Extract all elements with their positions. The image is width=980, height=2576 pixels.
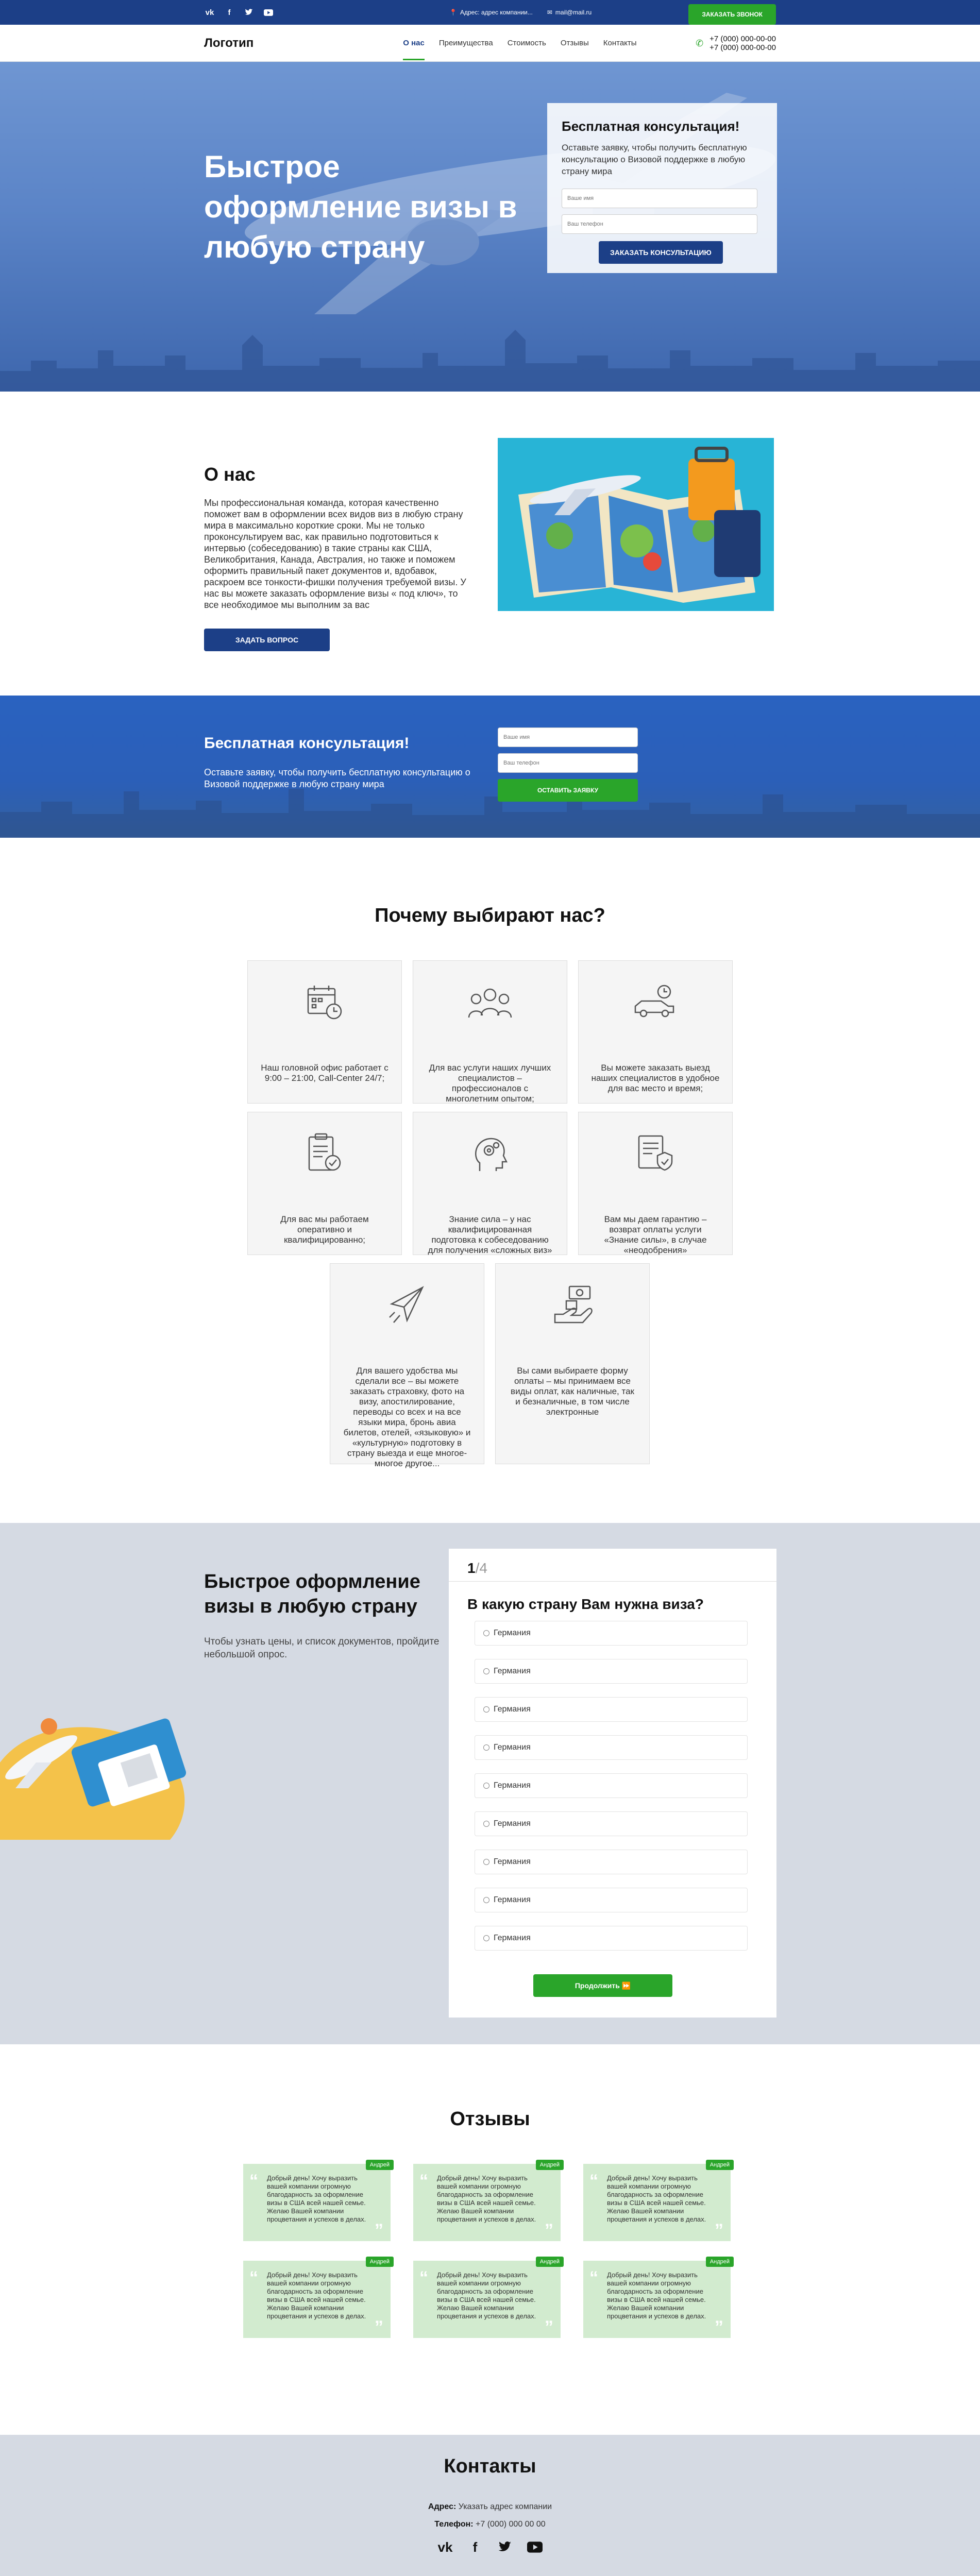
review-card [243, 2164, 391, 2241]
header-phones [696, 35, 776, 52]
review-text: Добрый день! Хочу выразить вашей компании огромную благодарность за оформление визы в США всей нашей семье. Желаю Вашей компании процветания и успехов в делах. [267, 2271, 366, 2320]
vk-icon[interactable]: vk [205, 8, 214, 17]
why-us-section [0, 838, 980, 1523]
hero-phone-input[interactable] [562, 214, 757, 234]
why-title: Почему выбирают нас? [375, 905, 605, 926]
hero-title: Быстрое оформление визы в любую страну [204, 149, 517, 264]
map-pin-icon: 📍 [449, 9, 457, 16]
phone-2[interactable]: +7 (000) 000-00-00 [709, 43, 776, 52]
radio-icon[interactable] [483, 1859, 489, 1865]
quiz-option[interactable] [475, 1659, 748, 1684]
advantage-text: Наш головной офис работает с 9:00 – 21:00, Call-Center 24/7; [261, 1063, 388, 1083]
advantage-card [578, 960, 733, 1104]
review-author: Андрей [536, 2257, 564, 2267]
advantage-text: Для вас мы работаем оперативно и квалифицированно; [280, 1214, 369, 1245]
advantage-card [578, 1112, 733, 1255]
radio-icon[interactable] [483, 1706, 489, 1713]
advantage-text: Вам мы даем гарантию – возврат оплаты услуги «Знание силы», в случае «неодобрения» [604, 1214, 707, 1255]
review-text: Добрый день! Хочу выразить вашей компании огромную благодарность за оформление визы в США всей нашей семье. Желаю Вашей компании процветания и успехов в делах. [607, 2271, 706, 2320]
quiz-option[interactable] [475, 1697, 748, 1722]
car-clock-icon [631, 977, 680, 1027]
review-card [413, 2164, 561, 2241]
review-author: Андрей [706, 2160, 734, 2170]
about-text: Мы профессиональная команда, которая качественно поможет вам в оформлении всех видов виз в любую страну мира в максимально короткие сроки. Мы не только проконсультируем вас, как правильно подготовиться к интервью (собеседованию) в такие страны как США, Великобритания, Канада, Австралия, но также и поможем оформить правильный пакет документов и, вдобавок, раскроем все тонкости-фишки получения требуемой визы. У нас вы можете заказать оформление визы « под ключ», то все необходимое мы выполним за вас [204, 498, 466, 610]
review-author: Андрей [536, 2160, 564, 2170]
quote-open-icon: “ [419, 2268, 428, 2287]
advantage-card [247, 960, 402, 1104]
callback-button[interactable]: ЗАКАЗАТЬ ЗВОНОК [688, 4, 776, 25]
twitter-icon[interactable] [496, 2538, 514, 2556]
quiz-option-label: Германия [494, 1667, 531, 1675]
document-shield-icon [631, 1129, 680, 1178]
reviews-section [0, 2044, 980, 2435]
top-address [449, 9, 533, 16]
quiz-option-label: Германия [494, 1934, 531, 1942]
quote-open-icon: “ [249, 2268, 258, 2287]
quiz-options [475, 1621, 748, 1964]
quiz-option-label: Германия [494, 1895, 531, 1904]
hero-form-text: Оставьте заявку, чтобы получить бесплатную консультацию о Визовой поддержке в любую страну мира [562, 143, 747, 176]
mail-icon: ✉ [547, 9, 552, 16]
quiz-option[interactable] [475, 1811, 748, 1836]
advantage-text: Вы сами выбираете форму оплаты – мы принимаем все виды оплат, как наличные, так и безналичные, в том числе электронные [511, 1366, 634, 1417]
logo[interactable]: Логотип [204, 36, 254, 50]
advantage-text: Знание сила – у нас квалифицированная подготовка к собеседованию для получения «сложных виз» [428, 1214, 552, 1255]
quote-close-icon: ” [375, 2317, 383, 2337]
advantage-text: Для вашего удобства мы сделали все – вы можете заказать страховку, фото на визу, апостилирование, переводы со всех и на все языки мира, бронь авиа билетов, отелей, «языковую» и «культурную» подготовку в страну выезда и еще многое-многое другое... [343, 1366, 471, 1468]
hero-name-input[interactable] [562, 189, 757, 208]
quote-close-icon: ” [715, 2317, 723, 2337]
review-author: Андрей [366, 2160, 394, 2170]
radio-icon[interactable] [483, 1821, 489, 1827]
review-card [583, 2164, 731, 2241]
top-address-text: Адрес: адрес компании... [460, 9, 533, 16]
nav-item-price[interactable]: Стоимость [507, 39, 546, 47]
contacts-socials [0, 2538, 980, 2556]
top-bar [0, 0, 980, 25]
nav-item-advantages[interactable]: Преимущества [438, 39, 493, 47]
youtube-icon[interactable] [526, 2538, 544, 2556]
radio-icon[interactable] [483, 1668, 489, 1674]
quiz-option[interactable] [475, 1773, 748, 1798]
order-consultation-button[interactable]: ЗАКАЗАТЬ КОНСУЛЬТАЦИЮ [599, 241, 723, 264]
review-author: Андрей [366, 2257, 394, 2267]
review-author: Андрей [706, 2257, 734, 2267]
quote-open-icon: “ [589, 2268, 598, 2287]
quiz-option-label: Германия [494, 1781, 531, 1790]
quiz-card [449, 1549, 776, 2018]
quiz-option-label: Германия [494, 1705, 531, 1714]
quiz-option[interactable] [475, 1621, 748, 1646]
payment-hand-icon [548, 1280, 597, 1330]
quiz-option[interactable] [475, 1888, 748, 1912]
nav-item-contacts[interactable]: Контакты [603, 39, 637, 47]
quote-close-icon: ” [715, 2221, 723, 2240]
tickets-illustration [0, 1701, 216, 1840]
about-title: О нас [204, 464, 256, 485]
travel-illustration [498, 438, 774, 611]
advantage-text: Для вас услуги наших лучших специалистов – профессионалов с многолетним опытом; [429, 1063, 551, 1104]
strip-phone-input[interactable] [498, 753, 638, 773]
radio-icon[interactable] [483, 1783, 489, 1789]
quote-close-icon: ” [375, 2221, 383, 2240]
top-email[interactable] [547, 9, 592, 16]
nav-item-reviews[interactable]: Отзывы [560, 39, 589, 47]
contacts-address [0, 2502, 980, 2512]
calendar-clock-icon [300, 977, 349, 1027]
review-card [583, 2261, 731, 2338]
hero-consult-form [547, 103, 777, 273]
twitter-icon[interactable] [243, 7, 255, 18]
review-card [413, 2261, 561, 2338]
youtube-icon[interactable] [263, 7, 274, 18]
contacts-title: Контакты [444, 2455, 536, 2477]
advantage-card [495, 1263, 650, 1464]
quote-open-icon: “ [419, 2171, 428, 2191]
contacts-phone [0, 2520, 980, 2529]
advantage-card [247, 1112, 402, 1255]
review-text: Добрый день! Хочу выразить вашей компании огромную благодарность за оформление визы в США всей нашей семье. Желаю Вашей компании процветания и успехов в делах. [437, 2271, 536, 2320]
quiz-subtitle: Чтобы узнать цены, и список документов, пройдите небольшой опрос. [204, 1636, 440, 1660]
phone-icon: ✆ [696, 38, 704, 48]
strip-name-input[interactable] [498, 727, 638, 747]
leave-request-button[interactable]: ОСТАВИТЬ ЗАЯВКУ [498, 779, 638, 802]
quiz-progress [449, 1549, 776, 1582]
quiz-option-label: Германия [494, 1819, 531, 1828]
facebook-icon[interactable]: f [472, 2539, 478, 2555]
quiz-option-label: Германия [494, 1857, 531, 1866]
radio-icon[interactable] [483, 1935, 489, 1941]
advantage-text: Вы можете заказать выезд наших специалистов в удобное для вас место и время; [591, 1063, 720, 1093]
ask-question-button[interactable]: ЗАДАТЬ ВОПРОС [204, 629, 330, 651]
quiz-total: /4 [475, 1560, 487, 1576]
quiz-option[interactable] [475, 1850, 748, 1874]
reviews-title: Отзывы [450, 2108, 530, 2130]
quiz-question: В какую страну Вам нужна виза? [467, 1596, 704, 1612]
radio-icon[interactable] [483, 1630, 489, 1636]
team-icon [465, 977, 515, 1027]
radio-icon[interactable] [483, 1897, 489, 1903]
review-card [243, 2261, 391, 2338]
advantage-card [413, 960, 567, 1104]
advantage-card [330, 1263, 484, 1468]
nav-menu [403, 26, 636, 60]
review-text: Добрый день! Хочу выразить вашей компании огромную благодарность за оформление визы в США всей нашей семье. Желаю Вашей компании процветания и успехов в делах. [437, 2174, 536, 2223]
quiz-option[interactable] [475, 1735, 748, 1760]
head-gears-icon [465, 1129, 515, 1178]
quote-close-icon: ” [545, 2221, 553, 2240]
quiz-title: Быстрое оформление визы в любую страну [204, 1571, 420, 1617]
address-value: Указать адрес компании [458, 2502, 552, 2511]
nav-item-about[interactable]: О нас [403, 26, 425, 60]
radio-icon[interactable] [483, 1744, 489, 1751]
quiz-step: 1 [467, 1560, 476, 1576]
quote-close-icon: ” [545, 2317, 553, 2337]
review-text: Добрый день! Хочу выразить вашей компании огромную благодарность за оформление визы в США всей нашей семье. Желаю Вашей компании процветания и успехов в делах. [607, 2174, 706, 2223]
quiz-option-label: Германия [494, 1743, 531, 1752]
quiz-section [0, 1523, 980, 2044]
quiz-next-button[interactable]: Продолжить ⏩ [533, 1974, 672, 1997]
paper-plane-icon [382, 1280, 432, 1330]
quiz-option[interactable] [475, 1926, 748, 1951]
review-text: Добрый день! Хочу выразить вашей компании огромную благодарность за оформление визы в США всей нашей семье. Желаю Вашей компании процветания и успехов в делах. [267, 2174, 366, 2223]
top-email-text: mail@mail.ru [555, 9, 592, 16]
top-socials [204, 7, 274, 18]
hero-section [0, 62, 980, 392]
about-section [0, 392, 980, 696]
contacts-section [0, 2435, 980, 2576]
consult-strip-section [0, 696, 980, 838]
city-skyline-image [0, 314, 980, 392]
phone-1[interactable]: +7 (000) 000-00-00 [709, 35, 776, 43]
main-nav [0, 25, 980, 62]
address-label: Адрес: [428, 2502, 457, 2511]
hero-form-title: Бесплатная консультация! [562, 118, 740, 134]
phone-value[interactable]: +7 (000) 000 00 00 [476, 2520, 546, 2529]
quiz-option-label: Германия [494, 1629, 531, 1637]
vk-icon[interactable]: vk [437, 2539, 453, 2555]
quote-open-icon: “ [249, 2171, 258, 2191]
strip-title: Бесплатная консультация! [204, 735, 410, 752]
quote-open-icon: “ [589, 2171, 598, 2191]
advantage-card [413, 1112, 567, 1255]
facebook-icon[interactable]: f [228, 8, 231, 17]
clipboard-check-icon [300, 1129, 349, 1178]
strip-form [498, 727, 638, 802]
strip-text: Оставьте заявку, чтобы получить бесплатную консультацию о Визовой поддержке в любую страну мира [204, 767, 470, 789]
phone-label: Телефон: [434, 2520, 474, 2529]
